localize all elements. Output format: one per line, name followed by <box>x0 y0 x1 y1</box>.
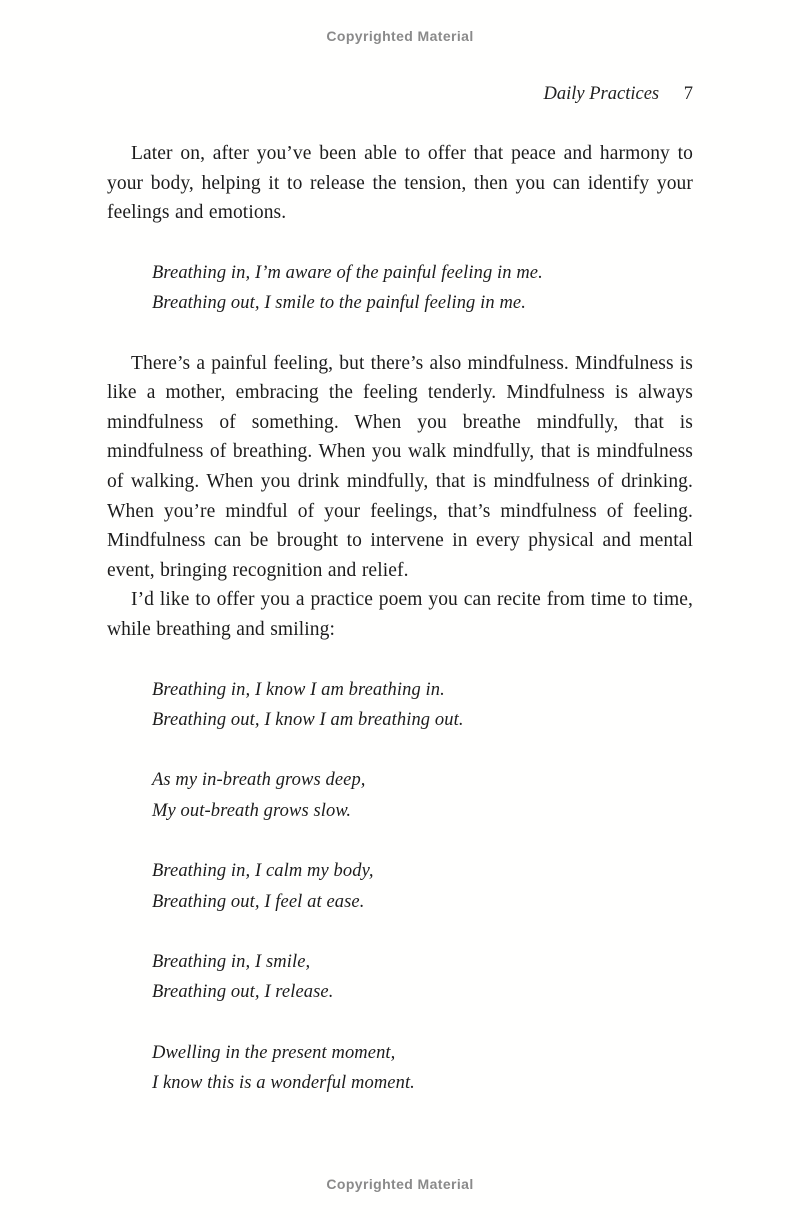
verse-line: Breathing out, I smile to the painful feeling in me. <box>152 293 526 314</box>
chapter-title: Daily Practices <box>543 84 660 104</box>
verse-line: Breathing out, I release. <box>152 982 334 1003</box>
verse-stanza <box>152 765 693 826</box>
verse-line: Breathing in, I know I am breathing in. <box>152 679 445 700</box>
verse-stanza <box>152 675 693 736</box>
verse-stanza <box>152 258 693 319</box>
copyright-notice-bottom: Copyrighted Material <box>326 1176 474 1192</box>
verse-line: I know this is a wonderful moment. <box>152 1073 415 1094</box>
verse-line: As my in-breath grows deep, <box>152 770 366 791</box>
verse-stanza <box>152 947 693 1008</box>
body-paragraph: Later on, after you’ve been able to offer that peace and harmony to your body, helping it to release the tension, then you can identify your feelings and emotions. <box>107 143 693 224</box>
verse-stanza <box>152 1038 693 1099</box>
verse-line: Dwelling in the present moment, <box>152 1042 396 1063</box>
verse-line: Breathing in, I calm my body, <box>152 861 374 882</box>
verse-line: Breathing in, I smile, <box>152 951 311 972</box>
page-content <box>107 83 693 1099</box>
copyright-notice-top: Copyrighted Material <box>326 28 474 44</box>
page-number: 7 <box>683 84 693 104</box>
body-paragraph: I’d like to offer you a practice poem you can recite from time to time, while breathing and smiling: <box>107 589 693 640</box>
verse-stanza <box>152 856 693 917</box>
verse-line: Breathing out, I know I am breathing out. <box>152 709 464 730</box>
running-header <box>107 83 693 106</box>
verse-line: Breathing in, I’m aware of the painful feeling in me. <box>152 262 543 283</box>
body-paragraph: There’s a painful feeling, but there’s also mindfulness. Mindfulness is like a mother, embracing the feeling tenderly. Mindfulness is always mindfulness of something. When you breathe mindfully, that is mindfulness of breathing. When you walk mindfully, that is mindfulness of walking. When you drink mindfully, that is mindfulness of drinking. When you’re mindful of your feelings, that’s mindfulness of feeling. Mindfulness can be brought to intervene in every physical and mental event, bringing recognition and relief. <box>107 352 693 581</box>
verse-line: Breathing out, I feel at ease. <box>152 891 365 912</box>
verse-line: My out-breath grows slow. <box>152 800 352 821</box>
